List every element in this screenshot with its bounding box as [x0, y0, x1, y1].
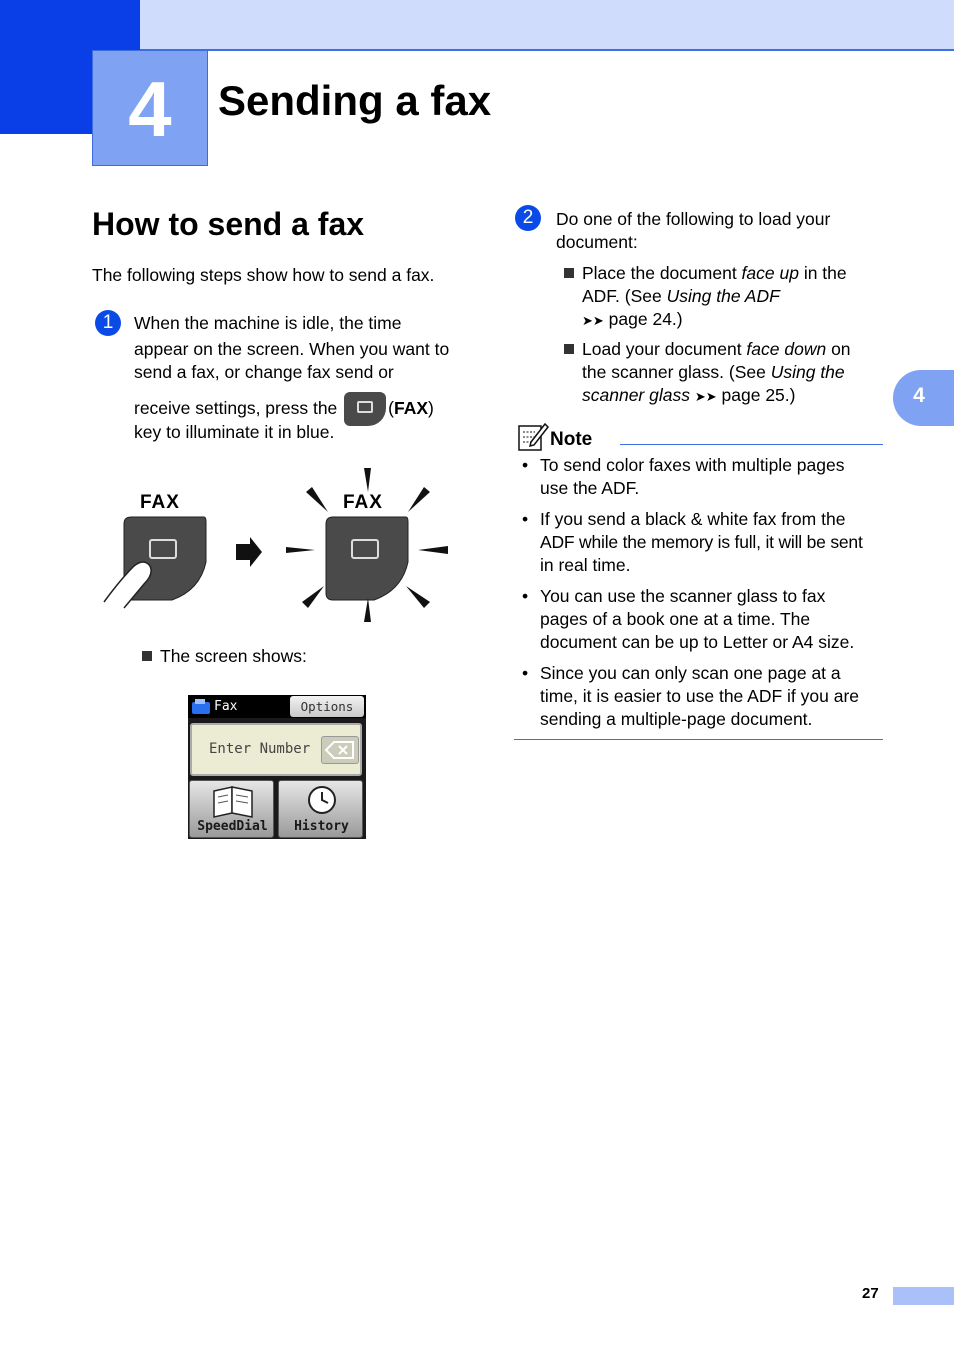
page-number-bar — [893, 1287, 954, 1305]
header-band — [140, 0, 954, 51]
step-2-line: document: — [556, 232, 638, 252]
bullet: • — [522, 455, 529, 475]
step-1-line: key to illuminate it in blue. — [134, 422, 335, 442]
chapter-number: 4 — [128, 65, 172, 153]
text: in the — [798, 263, 847, 283]
intro-text: The following steps show how to send a fax. — [92, 265, 435, 285]
double-arrow-icon: ➤➤ — [694, 389, 717, 404]
square-bullet-icon — [564, 268, 574, 278]
step-2-marker: 2 — [515, 205, 541, 231]
note-item — [522, 508, 884, 577]
lcd-speed-dial-button[interactable] — [189, 780, 274, 838]
paren-close: ) — [428, 398, 434, 418]
text: ADF. (See — [582, 286, 667, 306]
text: on — [826, 339, 851, 359]
note-line: in real time. — [540, 555, 631, 575]
note-line: use the ADF. — [540, 478, 640, 498]
text: the scanner glass. (See — [582, 362, 771, 382]
step-1-text — [134, 312, 474, 444]
side-chapter-tab-number: 4 — [913, 384, 925, 407]
step-1-line-text: receive settings, press the — [134, 398, 338, 418]
step-2-bullet-2 — [564, 338, 884, 408]
note-line: pages of a book one at a time. The — [540, 609, 811, 629]
lcd-speed-dial-label: SpeedDial — [197, 819, 268, 834]
cross-reference-link[interactable]: Using the — [770, 362, 845, 382]
fax-label-right: FAX — [343, 492, 383, 513]
note-pencil-icon — [517, 420, 549, 452]
step-1-line: appear on the screen. When you want to — [134, 339, 450, 359]
address-book-icon — [210, 783, 256, 819]
square-bullet-icon — [564, 344, 574, 354]
page-reference: page 24.) — [608, 309, 683, 329]
fax-key-name: FAX — [394, 398, 429, 418]
text: Load your document — [582, 339, 747, 359]
paren-open: ( — [388, 398, 394, 418]
text: Place the document — [582, 263, 742, 283]
note-line: document can be up to Letter or A4 size. — [540, 632, 855, 652]
emphasis: face down — [746, 339, 827, 359]
note-item — [522, 662, 884, 731]
bullet: • — [522, 586, 529, 606]
chapter-title: Sending a fax — [218, 77, 492, 124]
note-line: time, it is easier to use the ADF if you are — [540, 686, 860, 706]
lcd-fax-label: Fax — [214, 699, 238, 714]
cross-reference-link[interactable]: Using the ADF — [666, 286, 780, 306]
note-line: ADF while the memory is full, it will be sent — [540, 532, 863, 552]
fax-key-icon — [344, 392, 386, 426]
cross-reference-link[interactable]: scanner glass — [582, 385, 690, 405]
bullet: • — [522, 663, 529, 683]
step-2-line: Do one of the following to load your — [556, 209, 831, 229]
lcd-enter-number-label: Enter Number — [209, 741, 311, 757]
note-item — [522, 585, 884, 654]
emphasis: face up — [741, 263, 799, 283]
note-rule-top — [620, 444, 883, 445]
fax-label-left: FAX — [140, 492, 180, 513]
note-line: Since you can only scan one page at a — [540, 663, 841, 683]
fax-key-illustration — [100, 462, 460, 628]
lcd-backspace-button[interactable] — [321, 736, 359, 764]
screen-shows-text: The screen shows: — [160, 646, 307, 666]
backspace-icon — [322, 737, 358, 763]
note-line: sending a multiple-page document. — [540, 709, 813, 729]
double-arrow-icon: ➤➤ — [582, 313, 604, 328]
section-title: How to send a fax — [92, 206, 365, 242]
lcd-options-button[interactable]: Options — [290, 696, 364, 717]
step-2-bullet-1 — [564, 262, 884, 332]
clock-icon — [306, 784, 338, 816]
step-1-line: When the machine is idle, the time — [134, 313, 402, 333]
step-2-text — [556, 208, 886, 254]
note-rule-bottom — [514, 739, 883, 740]
lcd-fax-icon — [191, 699, 211, 715]
step-1-line: send a fax, or change fax send or — [134, 362, 394, 382]
page-number: 27 — [862, 1285, 879, 1302]
note-list — [522, 454, 884, 731]
screen-shows-item — [142, 645, 307, 668]
note-line: To send color faxes with multiple pages — [540, 455, 845, 475]
bullet: • — [522, 509, 529, 529]
note-item — [522, 454, 884, 500]
page-reference: page 25.) — [721, 385, 796, 405]
note-line: You can use the scanner glass to fax — [540, 586, 826, 606]
step-1-marker: 1 — [95, 310, 121, 336]
square-bullet-icon — [142, 651, 152, 661]
arrow-right-icon — [236, 537, 262, 567]
note-line: If you send a black & white fax from the — [540, 509, 846, 529]
lcd-history-button[interactable] — [278, 780, 363, 838]
note-title: Note — [550, 429, 593, 450]
lcd-history-label: History — [294, 819, 349, 834]
